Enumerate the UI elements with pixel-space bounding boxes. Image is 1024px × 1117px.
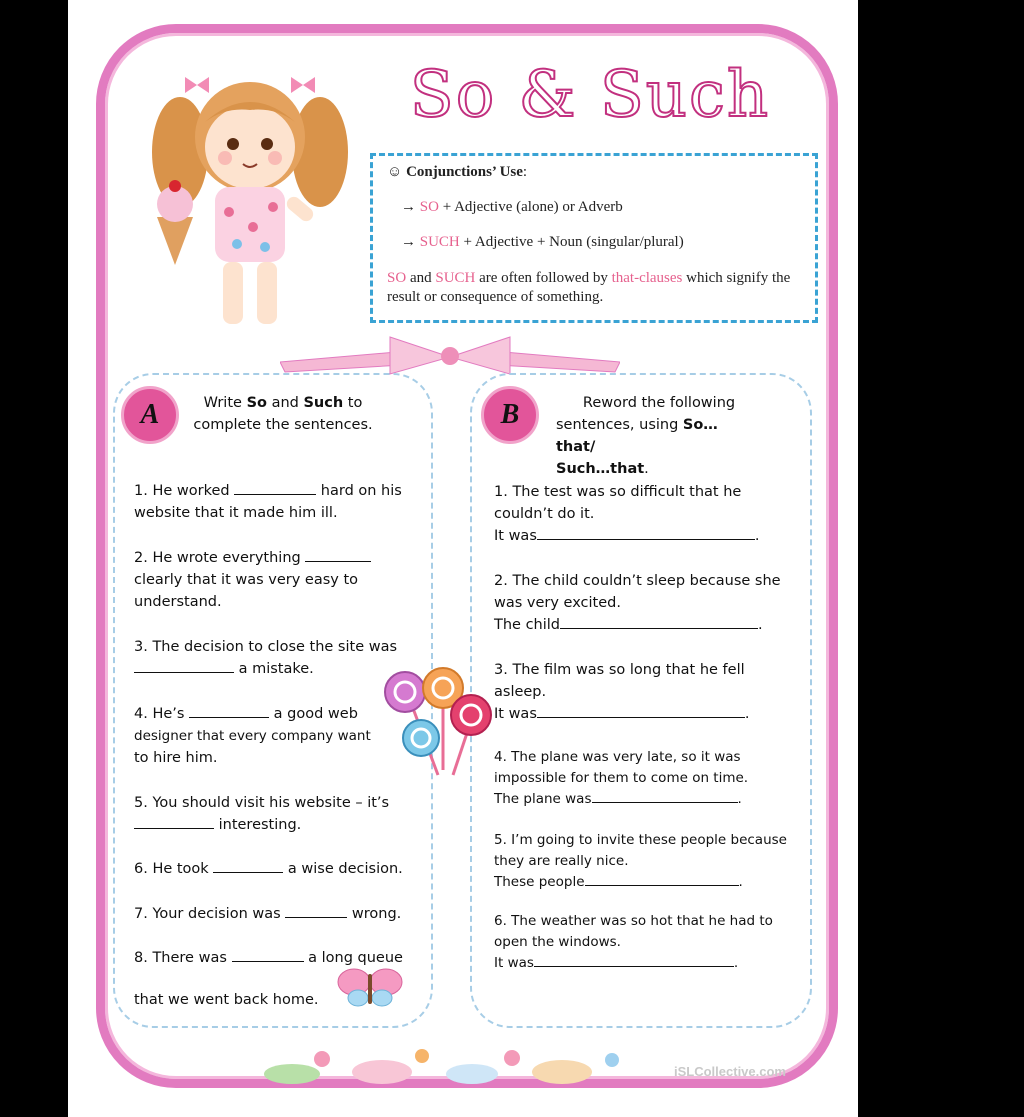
a4-text2: a good web bbox=[269, 706, 358, 722]
rule-so-text: + Adjective (alone) or Adverb bbox=[438, 199, 623, 215]
section-b-badge: B bbox=[481, 386, 539, 444]
exercise-b-item-2 bbox=[494, 570, 794, 636]
butterfly-icon bbox=[336, 966, 404, 1008]
a5-text2: interesting. bbox=[214, 817, 302, 833]
a6-text2: a wise decision. bbox=[283, 861, 403, 877]
exercise-a-item-7 bbox=[134, 903, 424, 925]
info-note bbox=[387, 269, 801, 307]
b4-text: 4. The plane was very late, so it was bbox=[494, 749, 741, 765]
a1-text2: hard on his bbox=[316, 483, 402, 499]
instr-b-line1: Reword the following bbox=[582, 395, 736, 411]
b2-text2: was very excited. bbox=[494, 595, 621, 611]
b2-prompt: The child bbox=[494, 617, 561, 633]
islcollective-logo: iSLCollective.com bbox=[674, 1064, 786, 1079]
note-that-clauses: that-clauses bbox=[611, 270, 683, 286]
b5-text: 5. I’m going to invite these people because bbox=[494, 832, 787, 848]
b5-dot: . bbox=[738, 874, 743, 890]
b6-blank[interactable] bbox=[534, 953, 734, 967]
a6-text: 6. He took bbox=[134, 861, 214, 877]
b3-text: 3. The film was so long that he fell bbox=[494, 662, 745, 678]
note-so: SO bbox=[387, 270, 407, 286]
so-keyword: SO bbox=[419, 199, 439, 215]
b5-prompt: These people bbox=[494, 874, 585, 890]
a3-blank[interactable] bbox=[134, 659, 234, 673]
a7-blank[interactable] bbox=[285, 904, 347, 918]
b3-dot: . bbox=[744, 706, 750, 722]
exercise-a-item-6 bbox=[134, 858, 424, 880]
rule-so bbox=[401, 199, 801, 216]
instr-b-end: . bbox=[644, 461, 649, 477]
exercise-b-item-1 bbox=[494, 481, 794, 547]
conjunctions-info-box bbox=[370, 153, 818, 323]
b6-text: 6. The weather was so hot that he had to bbox=[494, 913, 773, 929]
a2-text: 2. He wrote everything bbox=[134, 550, 306, 566]
instr-b-so-that: So… that/ bbox=[556, 417, 718, 455]
exercise-a-item-4 bbox=[134, 703, 394, 769]
b6-text2: open the windows. bbox=[494, 934, 621, 950]
a7-text: 7. Your decision was bbox=[134, 906, 286, 922]
girl-illustration bbox=[145, 62, 355, 332]
b5-blank[interactable] bbox=[585, 872, 739, 886]
instr-a-mid: and bbox=[266, 395, 304, 411]
smiley-icon: ☺ bbox=[387, 164, 403, 180]
b3-blank[interactable] bbox=[537, 704, 745, 718]
instr-a-post: to bbox=[343, 395, 363, 411]
b3-text2: asleep. bbox=[494, 684, 547, 700]
note-such: SUCH bbox=[435, 270, 476, 286]
a8-text: 8. There was bbox=[134, 950, 232, 966]
b2-dot: . bbox=[758, 617, 763, 633]
b4-dot: . bbox=[737, 791, 742, 807]
worksheet-title: So & Such bbox=[409, 58, 771, 132]
a3-text2: a mistake. bbox=[234, 661, 314, 677]
a2-text3: understand. bbox=[134, 594, 222, 610]
a2-blank[interactable] bbox=[305, 548, 371, 562]
b1-text: 1. The test was so difficult that he bbox=[494, 484, 742, 500]
section-a-instructions bbox=[183, 392, 383, 436]
a4-blank[interactable] bbox=[189, 704, 269, 718]
note-and: and bbox=[406, 270, 436, 286]
instr-a-such: Such bbox=[303, 395, 344, 411]
instr-a-line2: complete the sentences. bbox=[193, 417, 373, 433]
ribbon-bow-icon bbox=[280, 332, 620, 377]
a8-blank[interactable] bbox=[232, 948, 304, 962]
b1-prompt: It was bbox=[494, 528, 537, 544]
section-a-badge: A bbox=[121, 386, 179, 444]
instr-a-so: So bbox=[246, 395, 267, 411]
a5-text: 5. You should visit his website – it’s bbox=[134, 795, 390, 811]
a8-text2: a long queue bbox=[303, 950, 403, 966]
exercise-b-item-3 bbox=[494, 659, 794, 725]
a4-text4: to hire him. bbox=[134, 750, 218, 766]
footer-decoration-icon bbox=[262, 1044, 682, 1084]
a2-text2: clearly that it was very easy to bbox=[134, 572, 359, 588]
rule-such bbox=[401, 234, 801, 251]
lollipop-icon bbox=[383, 660, 498, 780]
exercise-a-item-2 bbox=[134, 547, 414, 613]
a6-blank[interactable] bbox=[213, 859, 283, 873]
a4-text: 4. He’s bbox=[134, 706, 190, 722]
instr-a-pre: Write bbox=[203, 395, 247, 411]
a7-text2: wrong. bbox=[347, 906, 402, 922]
b6-dot: . bbox=[733, 955, 739, 971]
instr-b-such-that: Such…that bbox=[556, 461, 645, 477]
b1-dot: . bbox=[754, 528, 760, 544]
info-heading bbox=[387, 164, 801, 181]
instr-b-pre: sentences, using bbox=[556, 417, 683, 433]
arrow-right-icon: → bbox=[401, 234, 416, 250]
note-end: which signify the result or consequence of something. bbox=[387, 270, 791, 305]
exercise-b-item-5 bbox=[494, 830, 794, 893]
b1-blank[interactable] bbox=[537, 526, 755, 540]
a1-blank[interactable] bbox=[234, 481, 316, 495]
b2-blank[interactable] bbox=[560, 615, 758, 629]
note-mid: are often followed by bbox=[475, 270, 612, 286]
exercise-a-item-5 bbox=[134, 792, 424, 836]
b4-blank[interactable] bbox=[592, 789, 738, 803]
section-b-instructions bbox=[552, 392, 762, 480]
b6-prompt: It was bbox=[494, 955, 534, 971]
a5-blank[interactable] bbox=[134, 815, 214, 829]
b1-text2: couldn’t do it. bbox=[494, 506, 595, 522]
exercise-a-item-3 bbox=[134, 636, 414, 680]
a1-text: 1. He worked bbox=[134, 483, 235, 499]
a3-text: 3. The decision to close the site was bbox=[134, 639, 398, 655]
b4-prompt: The plane was bbox=[494, 791, 592, 807]
info-heading-colon: : bbox=[522, 164, 528, 180]
b5-text2: they are really nice. bbox=[494, 853, 629, 869]
a8-text3: that we went back home. bbox=[134, 992, 319, 1008]
a4-text3: designer that every company want bbox=[134, 728, 371, 744]
b4-text2: impossible for them to come on time. bbox=[494, 770, 749, 786]
exercise-b-item-6 bbox=[494, 911, 794, 974]
a1-text3: website that it made him ill. bbox=[134, 505, 338, 521]
info-heading-text: Conjunctions’ Use bbox=[406, 164, 523, 180]
arrow-right-icon: → bbox=[401, 199, 416, 215]
such-keyword: SUCH bbox=[419, 234, 460, 250]
rule-such-text: + Adjective + Noun (singular/plural) bbox=[459, 234, 684, 250]
exercise-a-item-1 bbox=[134, 480, 414, 524]
exercise-b-item-4 bbox=[494, 747, 794, 810]
b2-text: 2. The child couldn’t sleep because she bbox=[494, 573, 781, 589]
b3-prompt: It was bbox=[494, 706, 537, 722]
